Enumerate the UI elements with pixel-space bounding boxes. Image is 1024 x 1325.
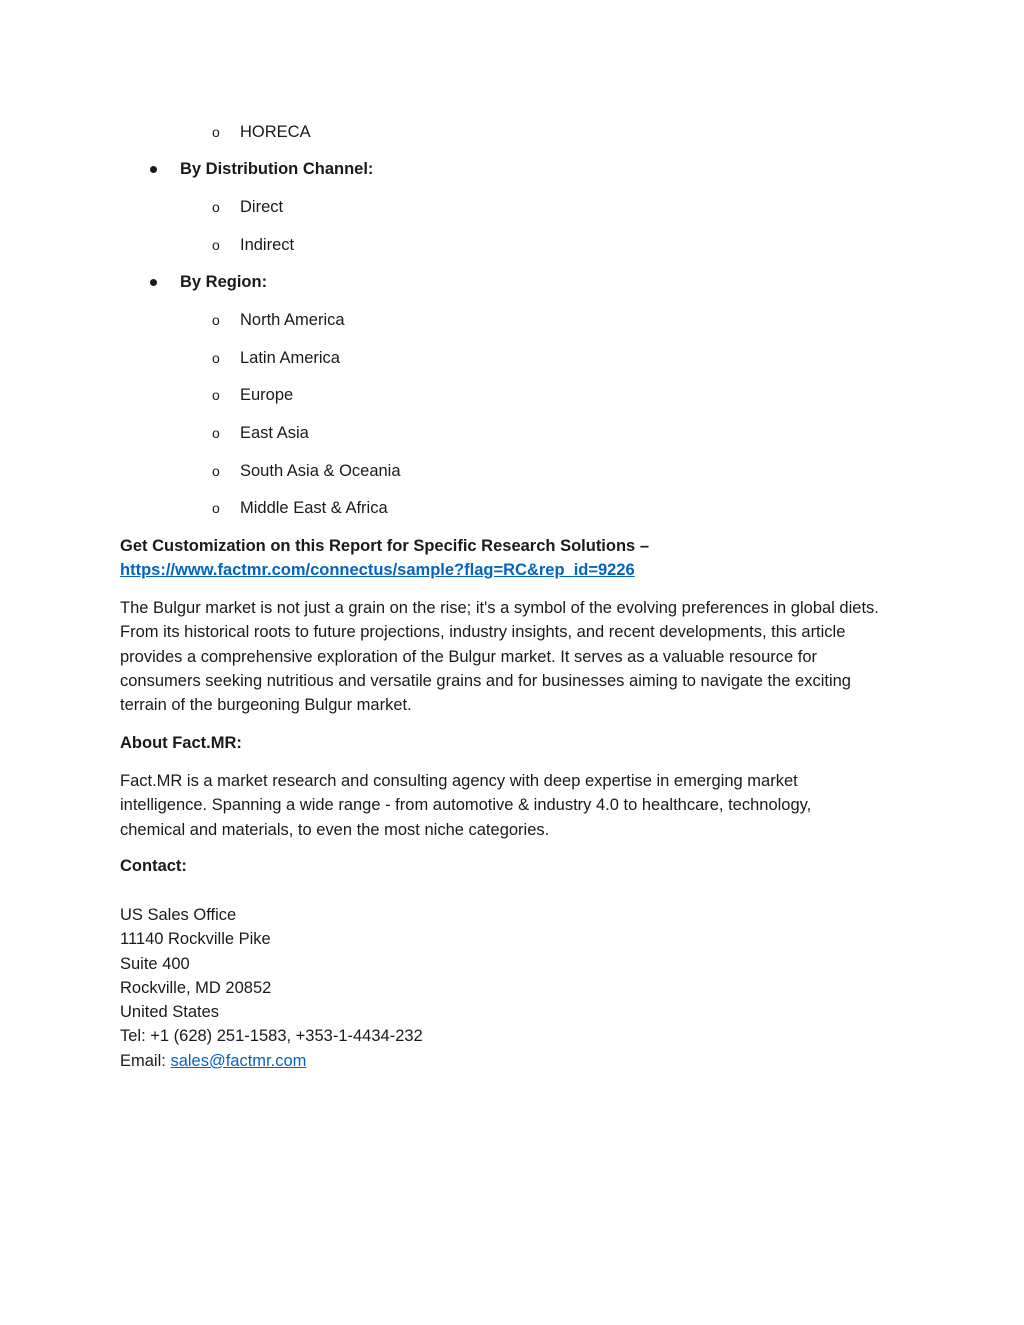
contact-phone: Tel: +1 (628) 251-1583, +353-1-4434-232 (120, 1027, 423, 1046)
summary-line: terrain of the burgeoning Bulgur market. (120, 696, 412, 715)
sub-bullet: o (212, 350, 220, 366)
distribution-heading: By Distribution Channel: (180, 160, 374, 178)
distribution-item-indirect: Indirect (240, 236, 295, 254)
customization-link[interactable]: https://www.factmr.com/connectus/sample?flag=RC&rep_id=9226 (120, 561, 635, 579)
summary-line: consumers seeking nutritious and versatile grains and for businesses aiming to navigate the exciting (120, 671, 851, 690)
about-heading: About Fact.MR: (120, 734, 242, 752)
region-item-east-asia: East Asia (240, 424, 309, 442)
region-item-europe: Europe (240, 386, 294, 404)
contact-street: 11140 Rockville Pike (120, 930, 271, 949)
sub-bullet: o (212, 387, 220, 403)
sub-bullet: o (212, 124, 220, 140)
contact-city: Rockville, MD 20852 (120, 978, 272, 997)
region-item-middle-east-africa: Middle East & Africa (240, 499, 388, 517)
sub-bullet: o (212, 199, 220, 215)
bullet-disc (150, 166, 157, 173)
region-item-latin-america: Latin America (240, 349, 340, 367)
email-link[interactable]: sales@factmr.com (170, 1051, 307, 1070)
sub-bullet: o (212, 500, 220, 516)
bullet-disc (150, 279, 157, 286)
contact-block (120, 903, 910, 1073)
summary-paragraph (120, 596, 910, 717)
sub-bullet: o (212, 312, 220, 328)
contact-email-row (120, 1049, 910, 1073)
about-paragraph (120, 769, 910, 842)
summary-line: provides a comprehensive exploration of the Bulgur market. It serves as a valuable resource for (120, 647, 818, 666)
summary-line: From its historical roots to future projections, industry insights, and recent developments, this article (120, 623, 846, 642)
summary-line: The Bulgur market is not just a grain on the rise; it's a symbol of the evolving preferences in global diets. (120, 599, 879, 617)
email-label: Email: (120, 1051, 171, 1070)
region-heading: By Region: (180, 273, 268, 291)
segment-horeca: HORECA (240, 123, 311, 141)
about-line: Fact.MR is a market research and consulting agency with deep expertise in emerging market (120, 772, 798, 790)
contact-suite: Suite 400 (120, 954, 190, 973)
contact-country: United States (120, 1003, 220, 1022)
region-item-north-america: North America (240, 311, 345, 329)
contact-office: US Sales Office (120, 906, 237, 924)
sub-bullet: o (212, 463, 220, 479)
region-item-south-asia-oceania: South Asia & Oceania (240, 462, 401, 480)
about-line: chemical and materials, to even the most niche categories. (120, 820, 550, 839)
distribution-item-direct: Direct (240, 198, 284, 216)
sub-bullet: o (212, 237, 220, 253)
sub-bullet: o (212, 425, 220, 441)
contact-heading: Contact: (120, 857, 187, 875)
customization-text: Get Customization on this Report for Specific Research Solutions – (120, 537, 649, 555)
about-line: intelligence. Spanning a wide range - from automotive & industry 4.0 to healthcare, technology, (120, 796, 812, 815)
